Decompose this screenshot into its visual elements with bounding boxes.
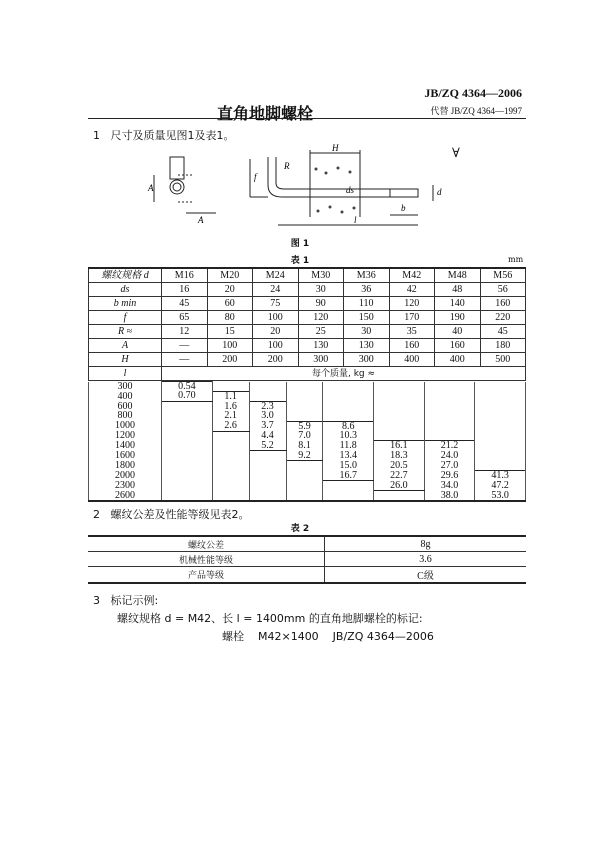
empty-cell	[475, 382, 526, 392]
section-text: 标记示例:	[110, 594, 159, 607]
row-label: b min	[89, 297, 162, 311]
mass-value: 7.0	[286, 431, 323, 441]
mass-row	[89, 490, 526, 501]
empty-cell	[162, 401, 213, 411]
mass-value: 22.7	[374, 471, 425, 481]
table-cell: —	[162, 353, 208, 367]
label-A-horizontal: A	[198, 215, 204, 225]
table-row	[88, 536, 526, 552]
mass-value: 15.0	[323, 461, 374, 471]
table-row	[88, 567, 526, 584]
table-cell: 40	[435, 325, 481, 339]
empty-cell	[475, 441, 526, 451]
mass-value: 3.0	[249, 411, 286, 421]
column-header: M36	[344, 268, 390, 283]
empty-cell	[249, 461, 286, 471]
empty-cell	[374, 490, 425, 501]
section-3-heading	[93, 592, 158, 608]
table-cell: 160	[389, 339, 435, 353]
section-text: 螺纹公差及性能等级见表2。	[110, 508, 250, 521]
section-2-heading	[93, 506, 250, 522]
table-cell: 100	[253, 339, 299, 353]
table-header-row	[89, 268, 526, 283]
table-cell: 190	[435, 311, 481, 325]
table-cell: 35	[389, 325, 435, 339]
length-value: 300	[89, 382, 162, 392]
mass-value: 27.0	[424, 461, 475, 471]
label-f: f	[254, 172, 257, 182]
table-cell: 120	[298, 311, 344, 325]
column-header: M48	[435, 268, 481, 283]
empty-cell	[374, 411, 425, 421]
mass-row	[89, 461, 526, 471]
empty-cell	[212, 481, 249, 491]
mass-header: 每个质量, kg ≈	[162, 367, 526, 381]
empty-cell	[323, 401, 374, 411]
section-number: 3	[93, 594, 100, 607]
empty-cell	[212, 431, 249, 441]
mass-value: 24.0	[424, 451, 475, 461]
table-cell: 140	[435, 297, 481, 311]
table-cell: 150	[344, 311, 390, 325]
mass-value: 10.3	[323, 431, 374, 441]
empty-cell	[212, 471, 249, 481]
table-cell: 180	[480, 339, 526, 353]
mass-value: 8.6	[323, 421, 374, 431]
table-row	[89, 325, 526, 339]
table-cell: 160	[480, 297, 526, 311]
table-1-dimensions	[88, 267, 526, 381]
mass-row	[89, 382, 526, 392]
empty-cell	[162, 481, 213, 491]
length-value: 1200	[89, 431, 162, 441]
mass-value: 2.6	[212, 421, 249, 431]
label-l: l	[354, 215, 357, 225]
empty-cell	[286, 461, 323, 471]
label-b: b	[401, 203, 406, 213]
empty-cell	[323, 490, 374, 501]
empty-cell	[475, 421, 526, 431]
table-cell: 220	[480, 311, 526, 325]
mass-value: 29.6	[424, 471, 475, 481]
table-cell: 24	[253, 283, 299, 297]
mass-row	[89, 481, 526, 491]
table-row	[88, 552, 526, 567]
mass-row	[89, 411, 526, 421]
length-value: 800	[89, 411, 162, 421]
empty-cell	[249, 451, 286, 461]
table-cell: 45	[480, 325, 526, 339]
empty-cell	[212, 451, 249, 461]
table-cell: 120	[389, 297, 435, 311]
table-cell: 100	[207, 339, 253, 353]
table-cell: 200	[253, 353, 299, 367]
table-cell: 130	[344, 339, 390, 353]
empty-cell	[162, 461, 213, 471]
mass-value: 3.7	[249, 421, 286, 431]
empty-cell	[323, 481, 374, 491]
mass-value: 26.0	[374, 481, 425, 491]
table-cell: 170	[389, 311, 435, 325]
empty-cell	[162, 421, 213, 431]
length-value: 1600	[89, 451, 162, 461]
label-R: R	[284, 161, 290, 171]
mass-value: 0.70	[162, 391, 213, 401]
column-header: M16	[162, 268, 208, 283]
empty-cell	[323, 382, 374, 392]
table-1-mass	[88, 381, 526, 502]
table-cell: 200	[207, 353, 253, 367]
mass-value: 2.1	[212, 411, 249, 421]
mass-row	[89, 471, 526, 481]
empty-cell	[424, 421, 475, 431]
mass-row	[89, 451, 526, 461]
mass-value: 16.1	[374, 441, 425, 451]
empty-cell	[475, 451, 526, 461]
column-header: M20	[207, 268, 253, 283]
table-cell: 500	[480, 353, 526, 367]
empty-cell	[249, 490, 286, 501]
empty-cell	[162, 441, 213, 451]
table-cell: 400	[389, 353, 435, 367]
table-cell: 75	[253, 297, 299, 311]
table-cell: 130	[298, 339, 344, 353]
empty-cell	[162, 451, 213, 461]
table-cell: —	[162, 339, 208, 353]
table-cell: 90	[298, 297, 344, 311]
empty-cell	[286, 382, 323, 392]
page-title: 直角地脚螺栓	[216, 104, 313, 123]
empty-cell	[424, 382, 475, 392]
length-value: 400	[89, 391, 162, 401]
table-cell: 65	[162, 311, 208, 325]
table-cell: 110	[344, 297, 390, 311]
table-cell: 160	[435, 339, 481, 353]
empty-cell	[286, 471, 323, 481]
empty-cell	[475, 391, 526, 401]
row-header-label: 螺纹规格 d	[89, 268, 162, 283]
empty-cell	[249, 382, 286, 392]
table-cell: 100	[253, 311, 299, 325]
table-cell: 15	[207, 325, 253, 339]
table-cell: 400	[435, 353, 481, 367]
table-row	[89, 297, 526, 311]
section-number: 2	[93, 508, 100, 521]
mass-value: 5.2	[249, 441, 286, 451]
label-H: H	[332, 143, 339, 153]
section-number: 1	[93, 129, 100, 142]
empty-cell	[212, 461, 249, 471]
table-cell: 20	[253, 325, 299, 339]
label-ds: ds	[346, 185, 355, 195]
mass-value: 47.2	[475, 481, 526, 491]
table-cell: 20	[207, 283, 253, 297]
marking-example: 螺栓 M42×1400 JB/ZQ 4364—2006	[222, 630, 434, 643]
mass-value: 41.3	[475, 471, 526, 481]
table-cell: 36	[344, 283, 390, 297]
table-cell: 300	[344, 353, 390, 367]
cell-value: 8g	[325, 536, 527, 552]
mass-value: 4.4	[249, 431, 286, 441]
label-d: d	[437, 187, 442, 197]
empty-cell	[286, 411, 323, 421]
mass-value: 18.3	[374, 451, 425, 461]
cell-value: 3.6	[325, 552, 527, 567]
table-row	[89, 367, 526, 381]
table-2-caption: 表 2	[290, 524, 310, 534]
table-cell: 60	[207, 297, 253, 311]
cell-key: 产品等级	[88, 567, 325, 584]
row-label: H	[89, 353, 162, 367]
mass-value: 8.1	[286, 441, 323, 451]
header-divider	[88, 118, 526, 119]
mass-value: 53.0	[475, 490, 526, 501]
empty-cell	[249, 481, 286, 491]
mass-value: 38.0	[424, 490, 475, 501]
cell-value: C级	[325, 567, 527, 584]
empty-cell	[212, 490, 249, 501]
table-cell: 25	[298, 325, 344, 339]
empty-cell	[249, 391, 286, 401]
empty-cell	[249, 471, 286, 481]
empty-cell	[475, 401, 526, 411]
mass-row	[89, 391, 526, 401]
mass-value: 20.5	[374, 461, 425, 471]
section-1-heading	[93, 127, 235, 143]
row-label: ds	[89, 283, 162, 297]
empty-cell	[212, 441, 249, 451]
table-row	[89, 353, 526, 367]
length-value: 1400	[89, 441, 162, 451]
cell-key: 机械性能等级	[88, 552, 325, 567]
empty-cell	[374, 421, 425, 431]
table-2	[88, 535, 526, 584]
empty-cell	[162, 471, 213, 481]
table-cell: 80	[207, 311, 253, 325]
marking-example-description: 螺纹规格 d = M42、长 l = 1400mm 的直角地脚螺栓的标记:	[117, 612, 423, 625]
mass-value: 5.9	[286, 421, 323, 431]
bolt-drawing	[150, 145, 450, 235]
table-cell: 12	[162, 325, 208, 339]
surface-finish-symbol: ∀	[452, 146, 460, 161]
table-cell: 56	[480, 283, 526, 297]
table-row	[89, 311, 526, 325]
mass-value: 11.8	[323, 441, 374, 451]
table-cell: 16	[162, 283, 208, 297]
column-header: M30	[298, 268, 344, 283]
figure-caption: 图 1	[290, 239, 310, 249]
empty-cell	[286, 490, 323, 501]
table-cell: 300	[298, 353, 344, 367]
empty-cell	[286, 391, 323, 401]
mass-value: 1.6	[212, 401, 249, 411]
empty-cell	[475, 411, 526, 421]
empty-cell	[424, 401, 475, 411]
empty-cell	[286, 401, 323, 411]
empty-cell	[475, 431, 526, 441]
column-header: M42	[389, 268, 435, 283]
mass-value: 0.54	[162, 382, 213, 392]
label-A-vertical: A	[148, 183, 154, 193]
empty-cell	[424, 411, 475, 421]
empty-cell	[424, 391, 475, 401]
column-header: M56	[480, 268, 526, 283]
table-row	[89, 283, 526, 297]
length-value: 1800	[89, 461, 162, 471]
section-text: 尺寸及质量见图1及表1。	[110, 129, 235, 142]
column-header: M24	[253, 268, 299, 283]
mass-row	[89, 401, 526, 411]
row-label: A	[89, 339, 162, 353]
table-cell: 30	[344, 325, 390, 339]
empty-cell	[374, 401, 425, 411]
empty-cell	[212, 382, 249, 392]
mass-value: 13.4	[323, 451, 374, 461]
empty-cell	[162, 490, 213, 501]
table-cell: 48	[435, 283, 481, 297]
empty-cell	[374, 382, 425, 392]
empty-cell	[323, 391, 374, 401]
row-label: l	[89, 367, 162, 381]
row-label: R ≈	[89, 325, 162, 339]
table-cell: 30	[298, 283, 344, 297]
mass-value: 1.1	[212, 391, 249, 401]
table-cell: 45	[162, 297, 208, 311]
mass-value: 16.7	[323, 471, 374, 481]
length-value: 600	[89, 401, 162, 411]
table-row	[89, 339, 526, 353]
row-label: f	[89, 311, 162, 325]
length-value: 2000	[89, 471, 162, 481]
mass-value: 34.0	[424, 481, 475, 491]
mass-value: 2.3	[249, 401, 286, 411]
cell-key: 螺纹公差	[88, 536, 325, 552]
empty-cell	[162, 411, 213, 421]
length-value: 2300	[89, 481, 162, 491]
length-value: 1000	[89, 421, 162, 431]
table-cell: 42	[389, 283, 435, 297]
table-1	[88, 267, 526, 502]
mass-value: 9.2	[286, 451, 323, 461]
empty-cell	[374, 391, 425, 401]
standard-number: JB/ZQ 4364—2006	[424, 86, 522, 100]
table-1-caption: 表 1	[290, 256, 310, 266]
empty-cell	[162, 431, 213, 441]
mass-value: 21.2	[424, 441, 475, 451]
table-1-unit: mm	[508, 255, 524, 264]
length-value: 2600	[89, 490, 162, 501]
empty-cell	[286, 481, 323, 491]
empty-cell	[323, 411, 374, 421]
replaces-standard: 代替 JB/ZQ 4364—1997	[430, 106, 522, 116]
